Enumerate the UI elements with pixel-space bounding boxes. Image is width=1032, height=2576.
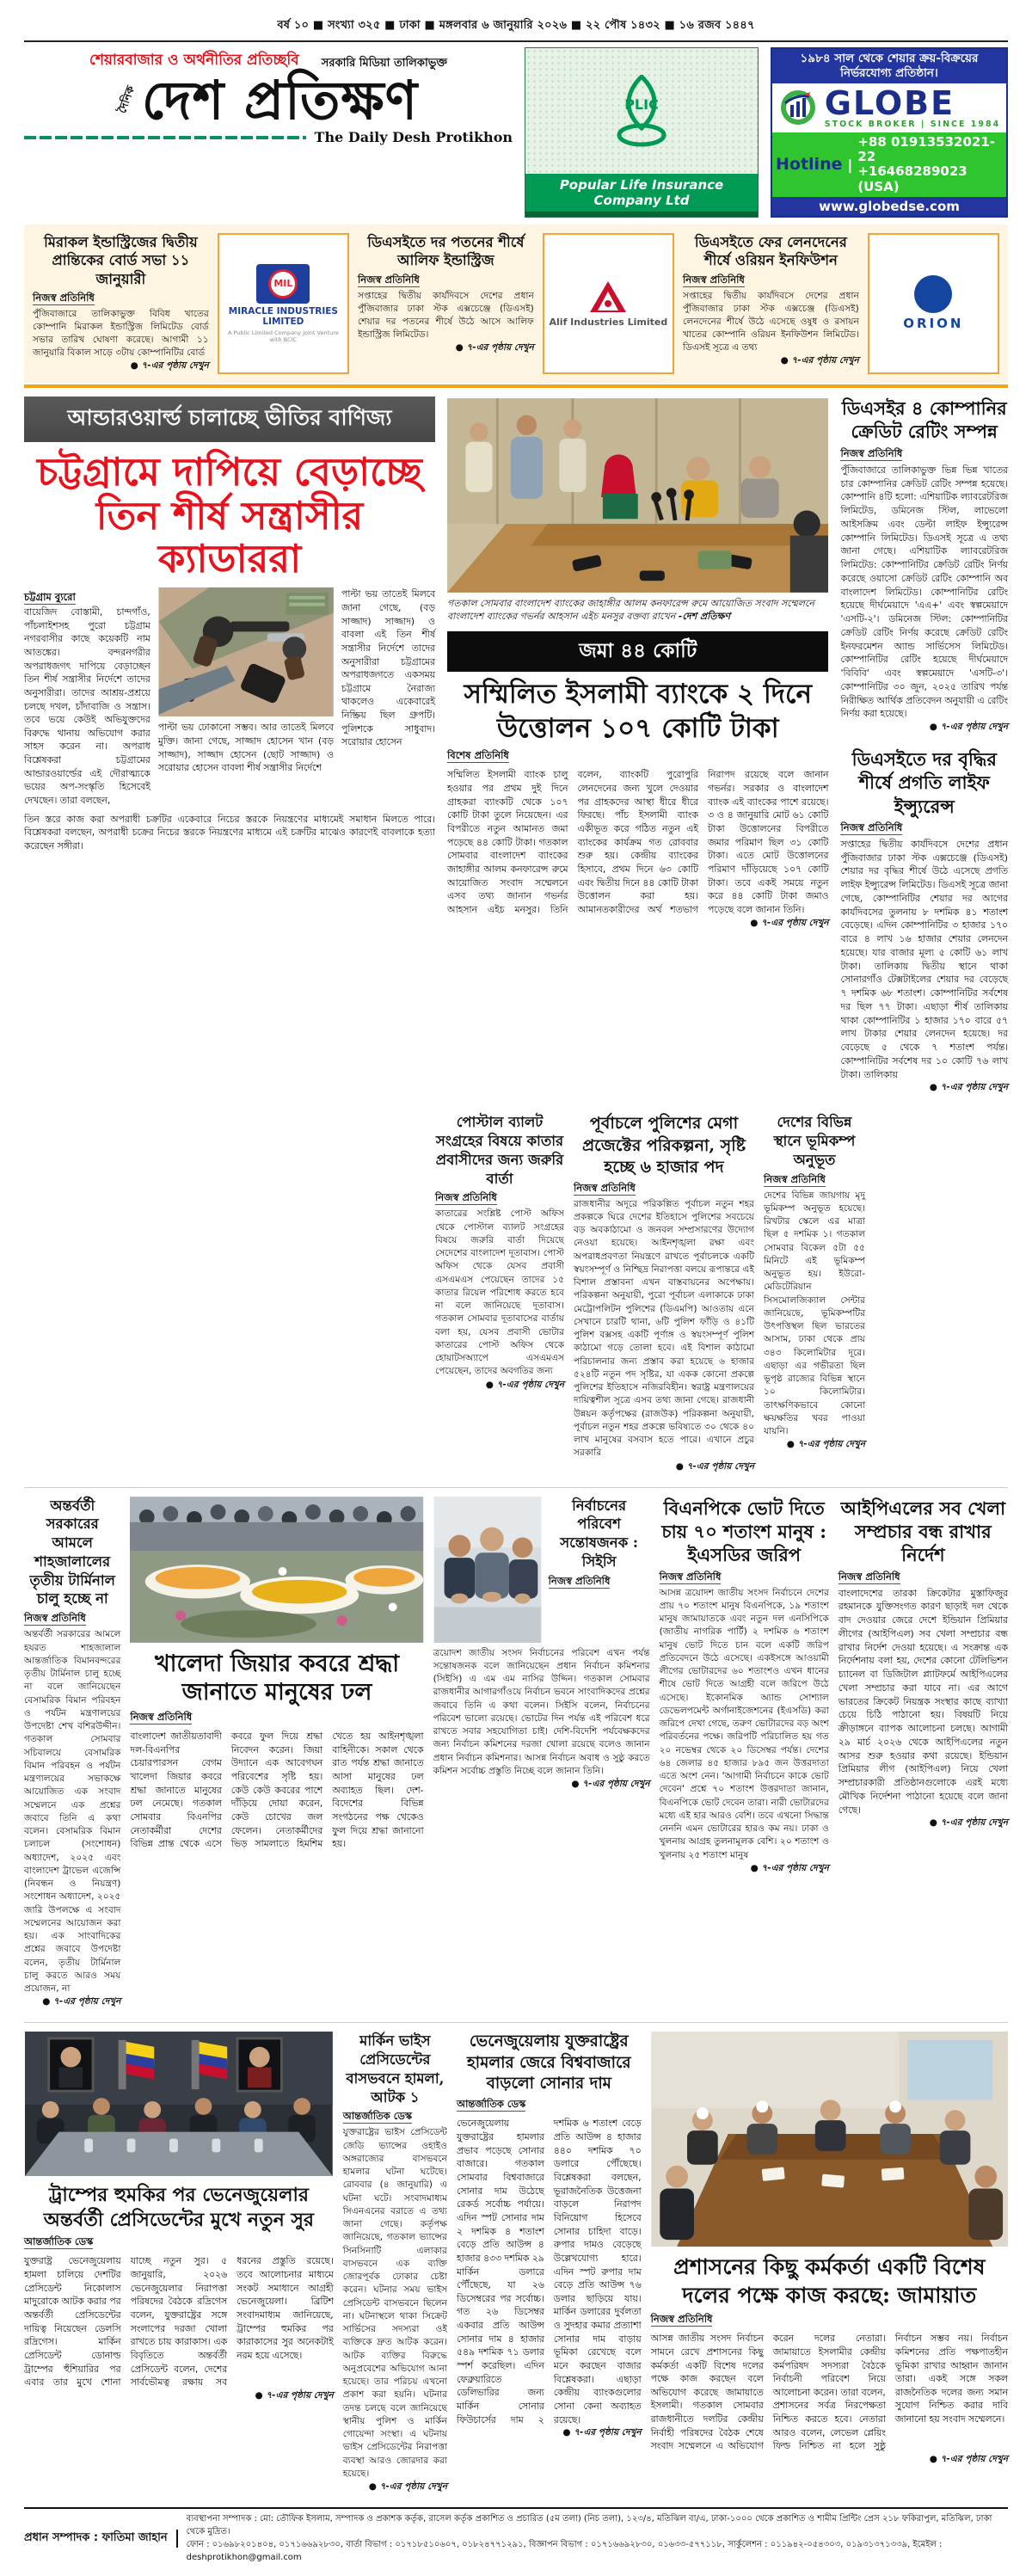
cec-headline[interactable]: নির্বাচনের পরিবেশ সন্তোষজনক : সিইসি: [560, 1497, 638, 1570]
ad-popular-life[interactable]: [525, 47, 759, 218]
right-rail: [840, 397, 1008, 1108]
postal-byline: নিজস্ব প্রতিনিধি: [435, 1191, 497, 1204]
lead-col-2: [158, 587, 334, 807]
venezuela-story: [24, 2032, 334, 2495]
bnp-poll-byline: নিজস্ব প্রতিনিধি: [659, 1570, 722, 1583]
vance-story: [343, 2032, 447, 2495]
brief-orion-body: সপ্তাহের দ্বিতীয় কার্যদিবসে দেশের প্রধান পুঁজিবাজার ঢাকা স্টক এক্সচেঞ্জ (ডিএসই) লেনদেনের শীর্ষে উঠে এসেছে ওষুধ ও রসায়ন খাতের কোম্পানি ওরিয়ন ইনফিউশন লিমিটেড। ডিএসই সূত্রে এ তথ্য: [683, 290, 859, 353]
bank-kicker: জমা ৪৪ কোটি: [447, 631, 828, 672]
gold-story: [457, 2032, 642, 2495]
bnp-poll-headline[interactable]: বিএনপিকে ভোট দিতে চায় ৭০ শতাংশ মানুষ : ইএসডির জরিপ: [661, 1497, 827, 1566]
venezuela-meeting-photo: [24, 2032, 334, 2176]
shahjalal-byline: নিজস্ব প্রতিনিধি: [24, 1612, 86, 1625]
vance-headline[interactable]: মার্কিন ভাইস প্রেসিডেন্টের বাসভবনে হামলা, আটক ১: [346, 2032, 445, 2106]
globe-brand: GLOBE: [824, 83, 955, 122]
postal-body: কাতারের সংশ্লিষ্ট পোস্ট অফিস থেকে পোস্টাল ব্যালট সংগ্রহের বিষয়ে জরুরি বার্তা দিয়েছে সেদেশের বাংলাদেশ দূতাবাস। পোস্ট অফিস থেকে যেসব প্রবাসী এসএমএস পেয়েছেন তাদের ১৫ কাতার রিয়েল পরিশোধ করতে হবে না বলে জানিয়েছে দূতাবাস। গতকাল সোমবার দূতাবাসের বার্তায় বলা হয়, যেসব প্রবাসী ভোটার কাতারের পোস্ট অফিস থেকে হোয়াটসঅ্যাপে এসএমএস পেয়েছেন, তাদের অবগতির জন্য: [435, 1208, 564, 1377]
shahjalal-story: [24, 1497, 120, 2011]
bnp-poll-body: আসন্ন ত্রয়োদশ জাতীয় সংসদ নির্বাচনে দেশের প্রায় ৭০ শতাংশ মানুষ বিএনপিকে, ১৯ শতাংশ মানুষ জামায়াতকে এবং নতুন দল এনসিপিকে (জাতীয় নাগরিক পার্টি) ২ দশমিক ৬ শতাংশ মানুষ ভোট দিতে চান বলে একটি জরিপ প্রতিবেদনে উঠে এসেছে। একইসঙ্গে আওয়ামী লীগের ভোটারদের ৬০ শতাংশও এখন ধানের শীষে ভোট দিতে আগ্রহী বলে জরিপে উঠে এসেছে। ইকোনমিক অ্যান্ড সোশ্যাল ডেভেলপমেন্ট অর্গানাইজেশনের (ইএসডি) করা জরিপে দেখা গেছে, তরুণ ভোটারদের বড় অংশ পরিবর্তনের পক্ষে। জরিপটি পরিচালিত হয় গত ২০ নভেম্বর থেকে ২০ ডিসেম্বর পর্যন্ত। দেশের ৬৪ জেলার ৪৫ হাজার ৮৯৫ জন উত্তরদাতা এতে অংশ নেন। 'আগামী নির্বাচনে কাকে ভোট দেবেন' প্রশ্নে ৭০ শতাংশ উত্তরদাতা জানান, বিএনপিকে ভোট দেবেন তারা। নারী ভোটারদের মধ্যে এই হার আরও বেশি। তবে এখনো সিদ্ধান্ত নেননি এমন ভোটারের হারও কম নয়। ঢাকা ও খুলনায় আগ্রহ তুলনামূলক বেশি। ২০ শতাংশ ও খুলনায় ২৫ শতাংশ মানুষ: [659, 1587, 829, 1860]
imprint-line-1: ব্যবস্থাপনা সম্পাদক : মো: তৌফিক ইসলাম, সম্পাদক ও প্রকাশক কর্তৃক, রাসেল কর্তৃক প্রকাশিত ও প্রচারিত (৫ম তলা) (নিচ তলা), ১২৩/৪, মতিঝিল বা/এ, ঢাকা-১০০০ থেকে প্রকাশিত ও শামীম প্রিন্টিং প্রেস ২১৮ ফকিরাপুল, মতিঝিল, ঢাকা থেকে মুদ্রিত।: [186, 2514, 992, 2537]
khaleda-byline: নিজস্ব প্রতিনিধি: [130, 1711, 193, 1724]
brief-miracle-headline[interactable]: মিরাকল ইন্ডাস্ট্রিজের দ্বিতীয় প্রান্তিকের বোর্ড সভা ১১ জানুয়ারী: [44, 233, 198, 287]
mil-logo-icon: MIL: [256, 264, 310, 304]
dateline: বর্ষ ১০ ■ সংখ্যা ৩২৫ ■ ঢাকা ■ মঙ্গলবার ৬ জানুয়ারি ২০২৬ ■ ২২ পৌষ ১৪৩২ ■ ১৬ রজব ১৪৪৭: [277, 19, 755, 32]
postal-headline[interactable]: পোস্টাল ব্যালট সংগ্রহের বিষয়ে কাতার প্রবাসীদের জন্য জরুরি বার্তা: [435, 1114, 564, 1187]
gold-headline[interactable]: ভেনেজুয়েলায় যুক্তরাষ্ট্রের হামলার জেরে বিশ্ববাজারে বাড়লো সোনার দাম: [467, 2032, 631, 2093]
bank-headline[interactable]: সম্মিলিত ইসলামী ব্যাংকে ২ দিনে উত্তোলন ১০৭ কোটি টাকা: [464, 678, 812, 745]
ipl-byline: নিজস্ব প্রতিনিধি: [838, 1570, 900, 1583]
purbachal-story: [574, 1113, 754, 1474]
lead-col-3: পাল্টা ভয় তাতেই মিলবে জানা গেছে, (বড় সাজ্জাদ) সাজ্জাদ) ও বাবলা এই তিন শীর্ষ সন্ত্রাসীর নির্দেশে তাদের অনুসারীরা চট্টগ্রামের অপরাধজগতে একসময় চট্টগ্রামে নৈরাজ্য থাকলেও একেবারেই নিষ্ক্রিয় ছিল গ্রুপটি। পুলিশকে সাধুবাদ। সরোয়ার হোসেন: [341, 588, 435, 748]
globe-phone-numbers: +88 01913532021-22 +16468289023 (USA): [857, 133, 996, 194]
jamaat-headline[interactable]: প্রশাসনের কিছু কর্মকর্তা একটি বিশেষ দলের পক্ষে কাজ করছে: জামায়াত: [673, 2254, 986, 2308]
newspaper-english-title: The Daily Desh Protikhon: [314, 129, 513, 146]
vance-body: যুক্তরাষ্ট্রের ভাইস প্রেসিডেন্ট জেডি ভ্যান্সের ওহাইও অঙ্গরাজ্যের বাসভবনে হামলার ঘটনা ঘটেছে। রোববার (৪ জানুয়ারি) এ ঘটনা ঘটে। সংবাদমাধ্যম সিএনএনের বরাতে এ তথ্য জানা গেছে। কর্তৃপক্ষ জানিয়েছে, গতকাল ভ্যান্সের সিনসিনাটি এলাকার বাসভবনে এক ব্যক্তি জোরপূর্বক ঢোকার চেষ্টা করেন। ঘটনার সময় ভাইস প্রেসিডেন্ট বাসভবনে ছিলেন না। ঘটনাস্থলে থাকা সিক্রেট সার্ভিসের সদস্যরা ওই ব্যক্তিকে দ্রুত আটক করেন। আটক ব্যক্তির বিরুদ্ধে অনুপ্রবেশের অভিযোগ আনা হয়েছে। তার পরিচয় এখনো প্রকাশ করা হয়নি। ঘটনার তদন্ত চলছে বলে জানিয়েছে স্থানীয় পুলিশ ও মার্কিন গোয়েন্দা সংস্থা। এ ঘটনায় ভাইস প্রেসিডেন্টের নিরাপত্তা ব্যবস্থা আরও জোরদার করা হয়েছে।: [342, 2127, 447, 2479]
khaleda-grave-tribute-photo: [130, 1497, 423, 1643]
masthead: [24, 42, 1008, 224]
mil-company-sub: A Public Limited Company Joint Venture with BCIC: [227, 329, 339, 343]
brief-miracle-body: পুঁজিবাজারে তালিকাভুক্ত বিবিধ খাতের কোম্পানি মিরাকল ইন্ডাস্ট্রিজ লিমিটেড বোর্ড সভার তারিখ ঘোষণা করেছে। আগামী ১১ জানুয়ারি বিকাল সাড়ে ৩টায় কোম্পানিটির বোর্ড: [33, 309, 209, 359]
globe-ad-tagline: ১৯৮৪ সাল থেকে শেয়ার ক্রয়-বিক্রয়ের নির্ভরযোগ্য প্রতিষ্ঠান।: [772, 49, 1006, 83]
gold-body: ভেনেজুয়েলায় যুক্তরাষ্ট্রের হামলার প্রভাব পড়েছে সোনার বাজারে। গতকাল সোমবার বিশ্ববাজারে সোনার দাম উঠেছে রেকর্ড সর্বোচ্চ পর্যায়ে। এদিন স্পট সোনার দাম ২ দশমিক ৪ শতাংশ বেড়ে প্রতি আউন্স ৪ হাজার ৪৩৩ দশমিক ২৯ মার্কিন ডলারে পৌঁছেছে, যা ২৬ ডিসেম্বরের পর সর্বোচ্চ। গত ২৬ ডিসেম্বর একবার প্রতি আউন্স সোনার দাম ৪ হাজার ৫৪৯ দশমিক ৭১ ডলার স্পর্শ করেছিল। এদিন ফেব্রুয়ারিতে ডেলিভারির জন্য মার্কিন সোনার ফিউচার্সের দাম ২ দশমিক ৬ শতাংশ বেড়ে প্রতি আউন্স ৪ হাজার ৪৪০ দশমিক ৭০ ডলারে পৌঁছেছে। বিশ্লেষকরা বলছেন, ভূরাজনৈতিক উত্তেজনা বাড়লে নিরাপদ বিনিয়োগ হিসেবে সোনার চাহিদা বাড়ে। রুপার দামও বেড়েছে উল্লেখযোগ্য হারে। এদিন স্পট রুপার দাম বেড়ে প্রতি আউন্স ৭৬ ডলার ছাড়িয়ে যায়। মার্কিন ডলারের দুর্বলতা ও সুদহার কমার প্রত্যাশা সোনার দাম বাড়ায় ভূমিকা রেখেছে বলে মনে করছেন বাজার বিশ্লেষকরা। এছাড়া কেন্দ্রীয় ব্যাংকগুলোর সোনা কেনা অব্যাহত রয়েছে।: [456, 2118, 642, 2425]
pragati-life-headline[interactable]: ডিএসইতে দর বৃদ্ধির শীর্ষে প্রগতি লাইফ ইন্স্যুরেন্স: [851, 748, 997, 817]
popular-life-band: [525, 212, 758, 217]
postal-story: [435, 1113, 564, 1474]
purbachal-headline[interactable]: পূর্বাচলে পুলিশের মেগা প্রজেক্টের পরিকল্পনা, সৃষ্টি হচ্ছে ৬ হাজার পদ: [581, 1114, 746, 1177]
imprint-footer: [24, 2507, 1008, 2564]
jamaat-continue-link[interactable]: ● ৭-এর পৃষ্ঠায় দেখুন: [929, 2454, 1008, 2465]
bnp-poll-story: [660, 1497, 829, 2011]
khaleda-headline[interactable]: খালেদা জিয়ার কবরে শ্রদ্ধা জানাতে মানুষের ঢল: [154, 1650, 400, 1706]
credit-rating-story: [840, 397, 1008, 735]
alif-logo-box: [543, 233, 674, 374]
bank-continue-link[interactable]: ● ৭-এর পৃষ্ঠায় দেখুন: [750, 917, 829, 928]
newspaper-title: দেশ প্রতিক্ষণ: [141, 69, 419, 132]
brief-orion-continue-link[interactable]: ● ৭-এর পৃষ্ঠায় দেখুন: [780, 354, 859, 366]
jamaat-story: [651, 2032, 1008, 2495]
brief-miracle-byline: নিজস্ব প্রতিনিধি: [33, 292, 95, 304]
brand-tagline: শেয়ারবাজার ও অর্থনীতির প্রতিচ্ছবি: [89, 52, 299, 69]
ipl-story: [838, 1497, 1008, 2011]
globe-sub-label: STOCK BROKER | SINCE 1984: [824, 119, 1001, 129]
earthquake-story: [764, 1113, 865, 1474]
lead-kicker: আন্ডারওয়ার্ল্ড চালাচ্ছে ভীতির বাণিজ্য: [24, 397, 435, 442]
popular-life-name: Popular Life Insurance Company Ltd: [525, 174, 758, 212]
cec-story: [433, 1497, 650, 2011]
cec-continue-link[interactable]: ● ৭-এর পৃষ্ঠায় দেখুন: [571, 1779, 650, 1790]
popular-life-logo-area: [525, 48, 758, 174]
orange-rule: [24, 384, 1008, 388]
brief-orion-byline: নিজস্ব প্রতিনিধি: [683, 273, 745, 286]
brand-block: [24, 47, 513, 218]
gold-continue-link[interactable]: ● ৭-এর পৃষ্ঠায় দেখুন: [562, 2427, 642, 2438]
lead-story: [24, 397, 435, 1108]
brief-alif-body: সপ্তাহের দ্বিতীয় কার্যদিবসে দেশের প্রধান পুঁজিবাজার ঢাকা স্টক এক্সচেঞ্জে (ডিএসই) শেয়ার দর পতনের শীর্ষে উঠে আসে আলিফ ইন্ডাস্ট্রিজ লিমিটেড।: [358, 290, 534, 340]
lead-headline[interactable]: চট্টগ্রামে দাপিয়ে বেড়াচ্ছে তিন শীর্ষ সন্ত্রাসীর ক্যাডাররা: [37, 449, 422, 581]
lead-bottom-text: তিন স্তরে কাজ করা অপরাধী চক্রটির একেবারে নিচের স্তরকে নিয়ন্ত্রণের মাধ্যমেই সমাধান মিলতে পারে। বিশ্লেষকরা বলছেন, অপরাধী চক্রের নিচের স্তরকে নিয়ন্ত্রণের মাধ্যমে এই চক্রটির মাঝেও কারণেই বাবলাকে হত্যা করেছেন সঙ্গীরা।: [24, 813, 435, 851]
earthquake-body: দেশের বিভিন্ন জায়গায় মৃদু ভূমিকম্প অনুভূত হয়েছে। রিখটার স্কেলে এর মাত্রা ছিল ৫ দশমিক ১। গতকাল সোমবার বিকেল ৫টা ৫৫ মিনিটে এই ভূমিকম্প অনুভূত হয়। ইউরো-মেডিটেরিয়ান সিসমোলজিক্যাল সেন্টার জানিয়েছে, ভূমিকম্পটির উৎপত্তিস্থল ছিল ভারতের আসাম, ঢাকা থেকে প্রায় ৩৪৩ কিলোমিটার দূরে। এছাড়া এর গভীরতা ছিল ভূপৃষ্ঠ রাজ্যের বিভিন্ন স্থানে ১০ কিলোমিটার। তাৎক্ষণিকভাবে কোনো ক্ষয়ক্ষতির খবর পাওয়া যায়নি।: [764, 1190, 865, 1437]
bank-byline: বিশেষ প্রতিনিধি: [447, 749, 509, 762]
mil-company-name: MIRACLE INDUSTRIES LIMITED: [228, 305, 338, 327]
brief-miracle-continue-link[interactable]: ● ৭-এর পৃষ্ঠায় দেখুন: [130, 360, 209, 372]
khaleda-story: [130, 1497, 423, 2011]
ipl-continue-link[interactable]: ● ৭-এর পৃষ্ঠায় দেখুন: [929, 1817, 1008, 1829]
brief-alif-headline[interactable]: ডিএসইতে দর পতনের শীর্ষে আলিফ ইন্ডাস্ট্রিজ: [367, 233, 525, 269]
earthquake-continue-link[interactable]: ● ৭-এর পৃষ্ঠায় দেখুন: [786, 1439, 865, 1450]
cec-body: ত্রয়োদশ জাতীয় সংসদ নির্বাচনের পরিবেশ এখন পর্যন্ত সন্তোষজনক বলে জানিয়েছেন প্রধান নির্বাচন কমিশনার (সিইসি) এ এম এম নাসির উদ্দিন। গতকাল সোমবার রাজধানীর আগারগাঁওয়ে নির্বাচন ভবনে সাংবাদিকদের প্রশ্নের জবাবে তিনি এ কথা বলেন। সিইসি বলেন, নির্বাচনের পরিবেশ ভালো রয়েছে। ভোটের দিন পর্যন্ত এই পরিবেশ ধরে রাখতে সবার সহযোগিতা চাই। দেশি-বিদেশি পর্যবেক্ষকদের জন্য নির্বাচন কমিশনের দরজা খোলা রয়েছে বলেও জানান প্রধান নির্বাচন কমিশনার। আসন্ন নির্বাচন অবাধ ও সুষ্ঠু করতে কমিশন সর্বোচ্চ প্রস্তুতি নিচ্ছে বলে জানান তিনি।: [433, 1647, 650, 1776]
lead-byline: চট্টগ্রাম ব্যুরো: [24, 591, 76, 604]
governor-photo-caption: গতকাল সোমবার বাংলাদেশ ব্যাংকের জাহাঙ্গীর আলম কনফারেন্স রুমে আয়োজিত সংবাদ সম্মেলনে বাংলাদেশ ব্যাংকের গভর্নর আহসান এইচ মনসুর বক্তব্য রাখেন -দেশ প্রতিক্ষণ: [447, 598, 814, 623]
shahjalal-body: অন্তর্বর্তী সরকারের আমলে হযরত শাহজালাল আন্তর্জাতিক বিমানবন্দরের তৃতীয় টার্মিনাল চালু হচ্ছে না বলে জানিয়েছেন বেসামরিক বিমান পরিবহন ও পর্যটন মন্ত্রণালয়ের উপদেষ্টা শেখ বশিরউদ্দীন। গতকাল সোমবার সচিবালয়ে বেসামরিক বিমান পরিবহন ও পর্যটন মন্ত্রণালয়ের সভাকক্ষে আয়োজিত এক সংবাদ সম্মেলনে এক প্রশ্নের জবাবে তিনি এ কথা বলেন। বেসামরিক বিমান চলাচল (সংশোধন) অধ্যাদেশ, ২০২৫ এবং বাংলাদেশ ট্রাভেল এজেন্সি (নিবন্ধন ও নিয়ন্ত্রণ) সংশোধন অধ্যাদেশ, ২০২৫ জারি উপলক্ষে এ সংবাদ সম্মেলনের আয়োজন করা হয়। এক সাংবাদিকের প্রশ্নের জবাবে উপদেষ্টা বলেন, তৃতীয় টার্মিনাল চালু করতে আরও সময় প্রয়োজন, না: [24, 1629, 121, 1994]
pragati-life-story: [840, 747, 1008, 1096]
chief-editor: প্রধান সম্পাদক : ফাতিমা জাহান: [24, 2530, 178, 2548]
venezuela-byline: আন্তর্জাতিক ডেস্ক: [24, 2235, 94, 2248]
pragati-life-byline: নিজস্ব প্রতিনিধি: [840, 821, 903, 833]
purbachal-body: রাজধানীর অদূরে পরিকল্পিত পূর্বাচল নতুন শহর প্রকল্পকে ঘিরে দেশের ইতিহাসে পুলিশের সবচেয়ে বড় অবকাঠামো ও জনবল সম্প্রসারণের উদ্যোগ নেওয়া হয়েছে। আইনশৃঙ্খলা রক্ষা এবং অপরাধপ্রবণতা নিয়ন্ত্রণে রাখতে পূর্বাচলকে একটি স্বয়ংসম্পূর্ণ ও নিশ্ছিদ্র নিরাপত্তা বলয়ে রূপান্তরে এই বিশাল প্রস্তাবনা এখন বাস্তবায়নের অপেক্ষায়। পরিকল্পনা অনুযায়ী, পুরো পূর্বাচল এলাকাকে ঢাকা মেট্রোপলিটন পুলিশের (ডিএমপি) আওতায় এনে সেখানে চারটি থানা, ৬টি পুলিশ ফাঁড়ি ও ৪১টি পুলিশ বক্সসহ একটি পূর্ণাঙ্গ ও স্বয়ংসম্পূর্ণ পুলিশ কাঠামো গড়ে তোলা হবে। এই বিশাল কাঠামো পরিচালনার জন্য প্রস্তাব করা হয়েছে ৬ হাজার ৫২৪টি নতুন পদ সৃষ্টির, যা একক কোনো প্রকল্পে পুলিশের ইতিহাসে নজিরবিহীন। স্বরাষ্ট্র মন্ত্রণালয়ের দায়িত্বশীল সূত্রে এসব তথ্য জানা গেছে। রাজধানী উন্নয়ন কর্তৃপক্ষের (রাজউক) পরিকল্পনা অনুযায়ী, পূর্বাচল নতুন শহর প্রকল্পে ভবিষ্যতে ৩০ থেকে ৪০ লাখ মানুষের বসবাস হতে পারে। এখানে প্রচুর সরকারি: [574, 1198, 754, 1459]
globe-hotline-sep: |: [847, 156, 853, 173]
orion-logo-icon: [914, 275, 952, 313]
orion-logo-box: [868, 233, 999, 374]
market-briefs-strip: [24, 224, 1008, 383]
earthquake-headline[interactable]: দেশের বিভিন্ন স্থানে ভূমিকম্প অনুভূত: [773, 1114, 856, 1168]
pragati-life-continue-link[interactable]: ● ৭-এর পৃষ্ঠায় দেখুন: [929, 1082, 1008, 1093]
postal-continue-link[interactable]: ● ৭-এর পৃষ্ঠায় দেখুন: [485, 1379, 564, 1390]
orion-company-name: ORION: [903, 316, 964, 332]
credit-rating-byline: নিজস্ব প্রতিনিধি: [840, 446, 903, 459]
miracle-logo-box: [218, 233, 349, 374]
gold-byline: আন্তর্জাতিক ডেস্ক: [456, 2098, 526, 2111]
cec-byline: নিজস্ব প্রতিনিধি: [548, 1574, 611, 1587]
imprint-info: [187, 2512, 1008, 2564]
brief-orion: [683, 233, 859, 374]
alif-logo-icon: [588, 280, 628, 314]
lead-col-2-text: পাল্টা ভয় ঢোকানো সম্ভব। আর তাতেই মিলবে মুক্তি। জানা গেছে, সাজ্জাদ হোসেন খান (বড় সাজ্জাদ), সাজ্জাদ হোসেন (ছোট সাজ্জাদ) ও সরোয়ার হোসেন বাবলা শীর্ষ সন্ত্রাসীর নির্দেশে: [157, 722, 334, 774]
venezuela-headline[interactable]: ট্রাম্পের হুমকির পর ভেনেজুয়েলার অন্তর্বর্তী প্রেসিডেন্টের মুখে নতুন সুর: [43, 2184, 314, 2231]
globe-website[interactable]: www.globedse.com: [772, 197, 1006, 216]
bank-body: সম্মিলিত ইসলামী ব্যাংক চালু হওয়ার পর প্রথম দুই দিনে গ্রাহকরা ব্যাংকটি থেকে ১০৭ কোটি টাকা তুলে নিয়েছেন। এর বিপরীতে নতুন আমানত জমা পড়েছে ৪৪ কোটি টাকা। গতকাল সোমবার বাংলাদেশ ব্যাংকের জাহাঙ্গীর আলম কনফারেন্স রুমে আয়োজিত সংবাদ সম্মেলনে এসব তথ্য জানান গভর্নর আহসান এইচ মনসুর। তিনি বলেন, ব্যাংকটি পুরোপুরি লেনদেনের জন্য খুলে দেওয়ার পর গ্রাহকদের আস্থা ধীরে ধীরে ফিরছে। পাঁচ ইসলামী ব্যাংক একীভূত করে গঠিত নতুন এই ব্যাংকের কার্যক্রম গত রোববার শুরু হয়। কেন্দ্রীয় ব্যাংকের হিসাবে, প্রথম দিনে ৬৩ কোটি এবং দ্বিতীয় দিনে ৪৪ কোটি টাকা উত্তোলন করা হয়। আমানতকারীদের অর্থ শতভাগ নিরাপদ রয়েছে বলে জানান গভর্নর। সরকার ও বাংলাদেশ ব্যাংক এই ব্যাংকের পাশে রয়েছে। ৩ ও ৪ জানুয়ারি মোট ৬১ কোটি টাকা উত্তোলনের বিপরীতে জমার পরিমাণ ছিল ৩১ কোটি টাকা। এতে মোট উত্তোলনের পরিমাণ দাঁড়িয়েছে ১০৭ কোটি টাকা। তবে একই সময়ে নতুন করে ৪৪ কোটি টাকা জমাও পড়েছে বলে জানান তিনি।: [447, 769, 829, 915]
credit-rating-continue-link[interactable]: ● ৭-এর পৃষ্ঠায় দেখুন: [929, 722, 1008, 733]
shahjalal-continue-link[interactable]: ● ৭-এর পৃষ্ঠায় দেখুন: [42, 1996, 121, 2007]
globe-logo-icon: [778, 89, 818, 126]
vance-byline: আন্তর্জাতিক ডেস্ক: [342, 2110, 413, 2123]
ad-globe-broker[interactable]: [771, 47, 1008, 218]
popular-life-leaf-icon: [614, 75, 669, 147]
venezuela-body: যুক্তরাষ্ট্র ভেনেজুয়েলায় হামলা চালিয়ে দেশটির প্রেসিডেন্ট নিকোলাস মাদুরোকে আটক করার পর অন্তর্বর্তী প্রেসিডেন্টের দায়িত্ব নিয়েছেন ডেলসি রদ্রিগেস। মার্কিন প্রেসিডেন্ট ডোনাল্ড ট্রাম্পের হুঁশিয়ারির পর এবার তার মুখে শোনা যাচ্ছে নতুন সুর। ৫ জানুয়ারি, ২০২৬ ভেনেজুয়েলার নিরাপত্তা পরিষদের বৈঠকে রদ্রিগেস বলেন, যুক্তরাষ্ট্রের সঙ্গে সংলাপের দরজা খোলা রাখতে চায় কারাকাস। এক বিবৃতিতে অন্তর্বর্তী প্রেসিডেন্ট বলেন, দেশের সার্বভৌমত্ব রক্ষায় সব ধরনের প্রস্তুতি রয়েছে। তবে আলোচনার মাধ্যমে সংকট সমাধানে আগ্রহী ভেনেজুয়েলা। ব্রিটিশ সংবাদমাধ্যম জানিয়েছে, ট্রাম্পের হুমকির পর কারাকাসের সুর অনেকটাই নরম হয়ে এসেছে।: [24, 2255, 334, 2388]
credit-rating-body: পুঁজিবাজারে তালিকাভুক্ত ভিন্ন ভিন্ন খাতের চার কোম্পানির ক্রেডিট রেটিং সম্পন্ন হয়েছে। কোম্পানি ৪টি হলো: এশিয়াটিক ল্যাবরেটরিজ লিমিটেড, ডমিনেজ স্টিল, লাভেলো আইসক্রিম এবং ডেল্টা লাইফ ইন্স্যুরেন্স কোম্পানি লিমিটেড। ডিএসই সূত্রে এ তথ্য জানা গেছে। এশিয়াটিক ল্যাবরেটরিজ লিমিটেড: কোম্পানিটির ক্রেডিট রেটিং নির্ণয় করেছে ওয়াসো ক্রেডিট রেটিং কোম্পানি অব বাংলাদেশ লিমিটেড। কোম্পানিটির রেটিং হয়েছে দীর্ঘমেয়াদে 'এএ+' এবং স্বল্পমেয়াদে 'এসটি-২'। ডমিনেজ স্টিল: কোম্পানিটির ক্রেডিট রেটিং নির্ণয় করেছে ক্রেডিট রেটিং ইনফরমেশন অ্যান্ড সার্ভিসেস লিমিটেড। কোম্পানিটির রেটিং হয়েছে দীর্ঘমেয়াদে 'বিবিবি' এবং স্বল্পমেয়াদে 'এসটি-৩'। কোম্পানিটির ৩০ জুন, ২০২৫ তারিখ পর্যন্ত নিরীক্ষিত আর্থিক প্রতিবেদন অনুযায়ী এ রেটিং নির্ণয় করা হয়েছে।: [840, 464, 1008, 720]
jamaat-body: আসন্ন জাতীয় সংসদ নির্বাচন সামনে রেখে প্রশাসনের কিছু কর্মকর্তা একটি বিশেষ দলের পক্ষে কাজ করছেন বলে অভিযোগ করেছে জামায়াতে ইসলামী। গতকাল সোমবার রাজধানীতে দলটির কেন্দ্রীয় নির্বাহী পরিষদের বৈঠক শেষে সংবাদ সম্মেলনে এ অভিযোগ করেন দলের নেতারা। জামায়াতে ইসলামীর কেন্দ্রীয় কর্মপরিষদ সদস্যরা বৈঠকে নির্বাচনী পরিবেশ নিয়ে আলোচনা করেন। তারা বলেন, প্রশাসনের সর্বত্র নিরপেক্ষতা নিশ্চিত করতে হবে। নেতারা আরও বলেন, লেভেল প্লেয়িং ফিল্ড নিশ্চিত না হলে সুষ্ঠু নির্বাচন সম্ভব নয়। নির্বাচন কমিশনের প্রতি পক্ষপাতহীন ভূমিকা রাখার আহ্বান জানান তারা। একই সঙ্গে সকল রাজনৈতিক দলের জন্য সমান সুযোগ নিশ্চিত করার দাবি জানানো হয় সংবাদ সম্মেলনে।: [650, 2333, 1008, 2452]
credit-rating-headline[interactable]: ডিএসইর ৪ কোম্পানির ক্রেডিট রেটিং সম্পন্ন: [841, 397, 1007, 443]
brief-alif: [358, 233, 534, 374]
svg-text:PLIC: PLIC: [624, 95, 659, 113]
jamaat-byline: নিজস্ব প্রতিনিধি: [650, 2313, 713, 2326]
brief-alif-continue-link[interactable]: ● ৭-এর পৃষ্ঠায় দেখুন: [455, 341, 534, 353]
lead-col-1: চট্টগ্রাম ব্যুরো বায়েজিদ বোস্তামী, চান্দগাঁও, পাঁচলাইশসহ পুরো চট্টগ্রাম নগরবাসীর কাছে কয়েকটি নাম আতঙ্কের। বন্দরনগরীর অপরাধজগৎ দাপিয়ে বেড়াচ্ছেন তিন শীর্ষ সন্ত্রাসীর নির্দেশে তাদের অনুসারীরা। তাদের আশ্রয়-প্রশ্রয়ে চলছে দখল, চাঁদাবাজি ও সন্ত্রাস। তবে ভয়ে কেউই অভিযুক্তদের বিরুদ্ধে থানায় অভিযোগ করার সাহস করেন না। অপরাধ বিশ্লেষকরা চট্টগ্রামের আন্ডারওয়ার্ল্ডের এই দৌরাত্ম্যকে ভয়ের অপ-সংস্কৃতি হিসেবেই দেখছেন। তারা বলছেন,: [24, 591, 150, 806]
imprint-line-2: ফোন : ০১৬৯৮২০১৪০৪, ০১৭১৬৬৯২৮৩০, বার্তা বিভাগ : ০১৭১৮৫১০৬০৭, ০১৮২৪৭৭১২৯১, বিজ্ঞাপন বিভাগ : ০১৭১৬৬৯২৮৩০, ০১৬৩৩-৫৭৭১১৮, সার্কুলেশন : ০১১৯৪২-০৫৪৩০৩, ০১৯৩১৩৭১৩৩৯, ইমেইল : deshprotikhon@gmail.com: [186, 2540, 943, 2563]
cec-prayer-photo: [433, 1497, 542, 1643]
jamaat-meeting-photo: [651, 2032, 1008, 2247]
ipl-headline[interactable]: আইপিএলের সব খেলা সম্প্রচার বন্ধ রাখার নির্দেশ: [840, 1497, 1006, 1566]
venezuela-continue-link[interactable]: ● ৭-এর পৃষ্ঠায় দেখুন: [255, 2389, 334, 2401]
brief-orion-headline[interactable]: ডিএসইতে ফের লেনদেনের শীর্ষে ওরিয়ন ইনফিউশন: [694, 233, 847, 269]
brand-daily-label: দৈনিক: [115, 84, 138, 116]
brand-divider: [24, 136, 306, 139]
brand-listed-label: সরকারি মিডিয়া তালিকাভুক্ত: [321, 57, 448, 70]
center-column: [447, 397, 828, 1108]
shahjalal-headline[interactable]: অন্তর্বর্তী সরকারের আমলে শাহজালালের তৃতীয় টার্মিনাল চালু হচ্ছে না: [29, 1497, 115, 1608]
bnp-poll-continue-link[interactable]: ● ৭-এর পৃষ্ঠায় দেখুন: [750, 1862, 829, 1873]
ipl-body: বাংলাদেশের তারকা ক্রিকেটার মুস্তাফিজুর রহমানকে যুক্তিসংগত কারণ ছাড়াই দল থেকে বাদ দেওয়ার জেরে দেশে ইন্ডিয়ান প্রিমিয়ার লীগের (আইপিএল) সব খেলা সম্প্রচার বন্ধ রাখার নির্দেশ দেওয়া হয়েছে। এ সংক্রান্ত এক নির্দেশনায় বলা হয়, দেশের কোনো টেলিভিশন চ্যানেল বা ডিজিটাল প্ল্যাটফর্মে আইপিএলের খেলা সম্প্রচার করা যাবে না। এর আগে ভারতের ক্রিকেট নিয়ন্ত্রক সংস্থার কাছে ব্যাখ্যা চেয়ে চিঠি পাঠানো হয়। বিষয়টি নিয়ে ক্রীড়াঙ্গনে ব্যাপক আলোচনা চলছে। আগামী ২৯ মার্চ ২০২৬ থেকে আইপিএলের নতুন আসর শুরু হওয়ার কথা রয়েছে। ইন্ডিয়ান প্রিমিয়ার লীগ (আইপিএল) নিয়ে খেলা সম্প্রচারকারী প্রতিষ্ঠানগুলোকে এরই মধ্যে মৌখিক নির্দেশনা পাঠানো হয়েছে বলে জানা গেছে।: [838, 1587, 1008, 1816]
brief-alif-byline: নিজস্ব প্রতিনিধি: [358, 273, 420, 286]
standing-people: [465, 415, 586, 499]
earthquake-byline: নিজস্ব প্রতিনিধি: [764, 1172, 826, 1185]
vance-continue-link[interactable]: ● ৭-এর পৃষ্ঠায় দেখুন: [368, 2481, 447, 2493]
alif-company-name: Alif Industries Limited: [549, 316, 668, 328]
khaleda-body: বাংলাদেশ জাতীয়তাবাদী দল-বিএনপির চেয়ারপারসন বেগম খালেদা জিয়ার কবরে শ্রদ্ধা জানাতে মানুষের ঢল নেমেছে। গতকাল সোমবার বিএনপির নেতাকর্মীরা দেশের বিভিন্ন প্রান্ত থেকে এসে কবরে ফুল দিয়ে শ্রদ্ধা নিবেদন করেন। জিয়া উদ্যানে এক আবেগঘন পরিবেশের সৃষ্টি হয়। কেউ কেউ কবরের পাশে দাঁড়িয়ে দোয়া করেন, কেউ চোখের জল ফেলেন। নেতাকর্মীদের ভিড় সামলাতে হিমশিম খেতে হয় আইনশৃঙ্খলা বাহিনীকে। সকাল থেকে রাত পর্যন্ত শ্রদ্ধা জানাতে আসা মানুষের ঢল অব্যাহত ছিল। দেশ-বিদেশের বিভিন্ন সংগঠনের পক্ষ থেকেও ফুল দিয়ে শ্রদ্ধা জানানো হয়।: [130, 1731, 424, 1850]
purbachal-continue-link[interactable]: ● ৭-এর পৃষ্ঠায় দেখুন: [675, 1460, 754, 1472]
seized-guns-photo: [158, 587, 334, 716]
pragati-life-body: সপ্তাহের দ্বিতীয় কার্যদিবসে দেশের প্রধান পুঁজিবাজার ঢাকা স্টক এক্সচেঞ্জে (ডিএসই) শেয়ার দর বৃদ্ধির শীর্ষে উঠে এসেছে প্রগতি লাইফ ইন্স্যুরেন্স লিমিটেড। ডিএসই সূত্রে জানা গেছে, কোম্পানিটির শেয়ার দর আগের কার্যদিবসের তুলনায় ৮ দশমিক ৪১ শতাংশ বেড়েছে। এদিন কোম্পানিটির ৩ হাজার ১৭০ বারে ৪ লাখ ১৬ হাজার শেয়ার লেনদেন হয়েছে। যার বাজার মূল্য ৫ কোটি ৬১ লাখ টাকা। তালিকায় দ্বিতীয় স্থানে থাকা সোনারগাঁও টেক্সটাইলের শেয়ার দর বেড়েছে ৭ দশমিক ৬৮ শতাংশ। কোম্পানিটির সর্বশেষ দর ছিল ৭৭ টাকা। এছাড়া শীর্ষ তালিকায় থাকা কোম্পানিটির ১ হাজার ১৭০ বারে ৫৭ লাখ টাকার শেয়ার লেনদেন হয়েছে। দর বেড়েছে ৫ থেকে ৭ শতাংশ পর্যন্ত। কোম্পানিটির সর্বশেষ দর ১০ কোটি ৭৬ লাখ টাকা। তালিকায়: [840, 838, 1008, 1080]
brief-miracle: [33, 233, 209, 374]
governor-press-conference-photo: [447, 397, 828, 594]
purbachal-byline: নিজস্ব প্রতিনিধি: [574, 1181, 636, 1194]
globe-hotline-label: Hotline: [776, 155, 843, 175]
